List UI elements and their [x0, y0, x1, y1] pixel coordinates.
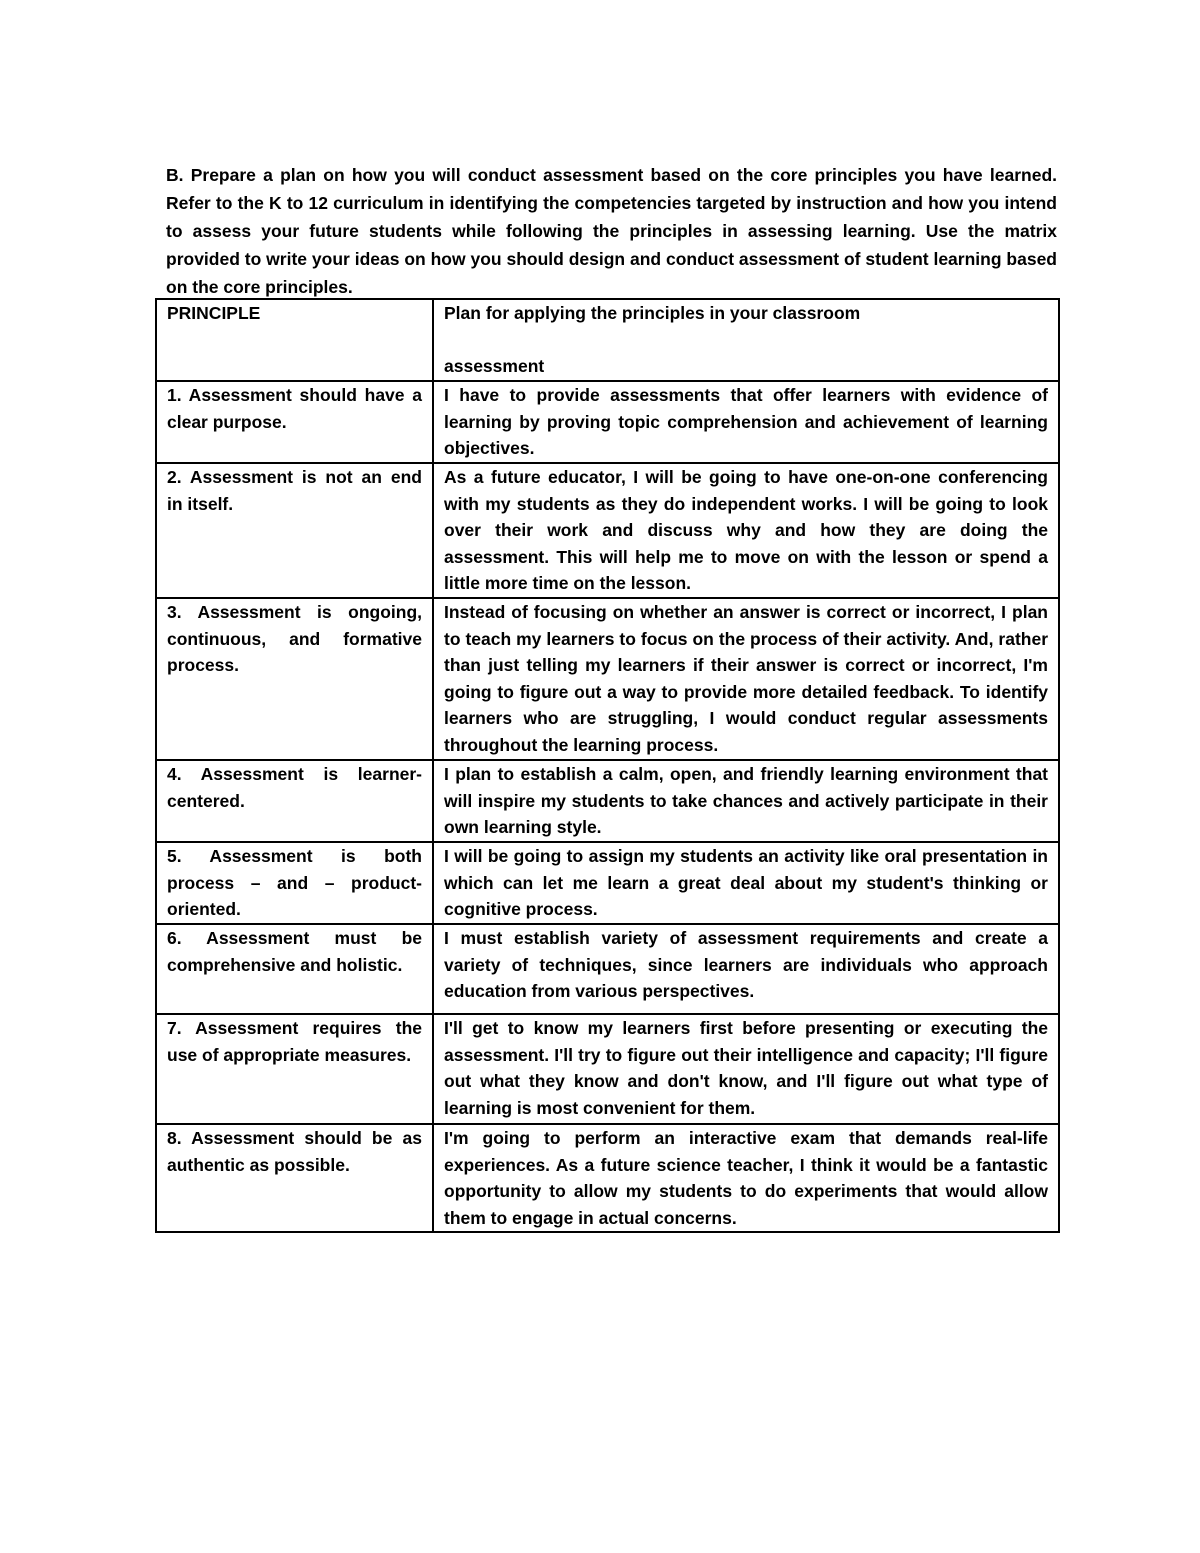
assessment-plan-matrix: [155, 298, 1060, 1233]
principle-cell: 4. Assessment is learner-centered.: [156, 760, 433, 842]
plan-cell: I plan to establish a calm, open, and friendly learning environment that will inspire my students to take chances and actively participate in their own learning style.: [433, 760, 1059, 842]
table-row: [156, 598, 1059, 760]
principle-cell: 7. Assessment requires the use of appropriate measures.: [156, 1014, 433, 1124]
table-header-row: [156, 299, 1059, 381]
table-row: [156, 1124, 1059, 1232]
principle-cell: 2. Assessment is not an end in itself.: [156, 463, 433, 598]
principle-cell: 3. Assessment is ongoing, continuous, and formative process.: [156, 598, 433, 760]
table-row: [156, 760, 1059, 842]
principle-cell: 5. Assessment is both process – and – product-oriented.: [156, 842, 433, 924]
header-plan-line2: assessment: [444, 355, 545, 376]
plan-cell: I'm going to perform an interactive exam that demands real-life experiences. As a future science teacher, I think it would be a fantastic opportunity to allow my students to do experiments that would allow them to engage in actual concerns.: [433, 1124, 1059, 1232]
table-row: [156, 381, 1059, 463]
header-principle: PRINCIPLE: [156, 299, 433, 381]
principle-cell: 6. Assessment must be comprehensive and holistic.: [156, 924, 433, 1014]
plan-cell: I must establish variety of assessment requirements and create a variety of techniques, since learners are individuals who approach education from various perspectives.: [433, 924, 1059, 1014]
table-row: [156, 1014, 1059, 1124]
plan-cell: I'll get to know my learners first before presenting or executing the assessment. I'll try to figure out their intelligence and capacity; I'll figure out what they know and don't know, and I'll figure out what type of learning is most convenient for them.: [433, 1014, 1059, 1124]
plan-cell: As a future educator, I will be going to have one-on-one conferencing with my students as they do independent works. I will be going to look over their work and discuss why and how they are doing the assessment. This will help me to move on with the lesson or spend a little more time on the lesson.: [433, 463, 1059, 598]
instructions-paragraph: B. Prepare a plan on how you will conduct assessment based on the core principles you have learned. Refer to the K to 12 curriculum in identifying the competencies targeted by instruction and how you intend to assess your future students while following the principles in assessing learning. Use the matrix provided to write your ideas on how you should design and conduct assessment of student learning based on the core principles.: [166, 164, 1057, 297]
plan-cell: I will be going to assign my students an activity like oral presentation in which can let me learn a great deal about my student's thinking or cognitive process.: [433, 842, 1059, 924]
header-plan-line1: Plan for applying the principles in your classroom: [444, 303, 861, 323]
header-plan: [433, 299, 1059, 381]
table-row: [156, 842, 1059, 924]
plan-cell: I have to provide assessments that offer learners with evidence of learning by proving topic comprehension and achievement of learning objectives.: [433, 381, 1059, 463]
table-row: [156, 463, 1059, 598]
table-row: [156, 924, 1059, 1014]
principle-cell: 1. Assessment should have a clear purpose.: [156, 381, 433, 463]
plan-cell: Instead of focusing on whether an answer is correct or incorrect, I plan to teach my learners to focus on the process of their activity. And, rather than just telling my learners if their answer is correct or incorrect, I'm going to figure out a way to provide more detailed feedback. To identify learners who are struggling, I would conduct regular assessments throughout the learning process.: [433, 598, 1059, 760]
principle-cell: 8. Assessment should be as authentic as possible.: [156, 1124, 433, 1232]
